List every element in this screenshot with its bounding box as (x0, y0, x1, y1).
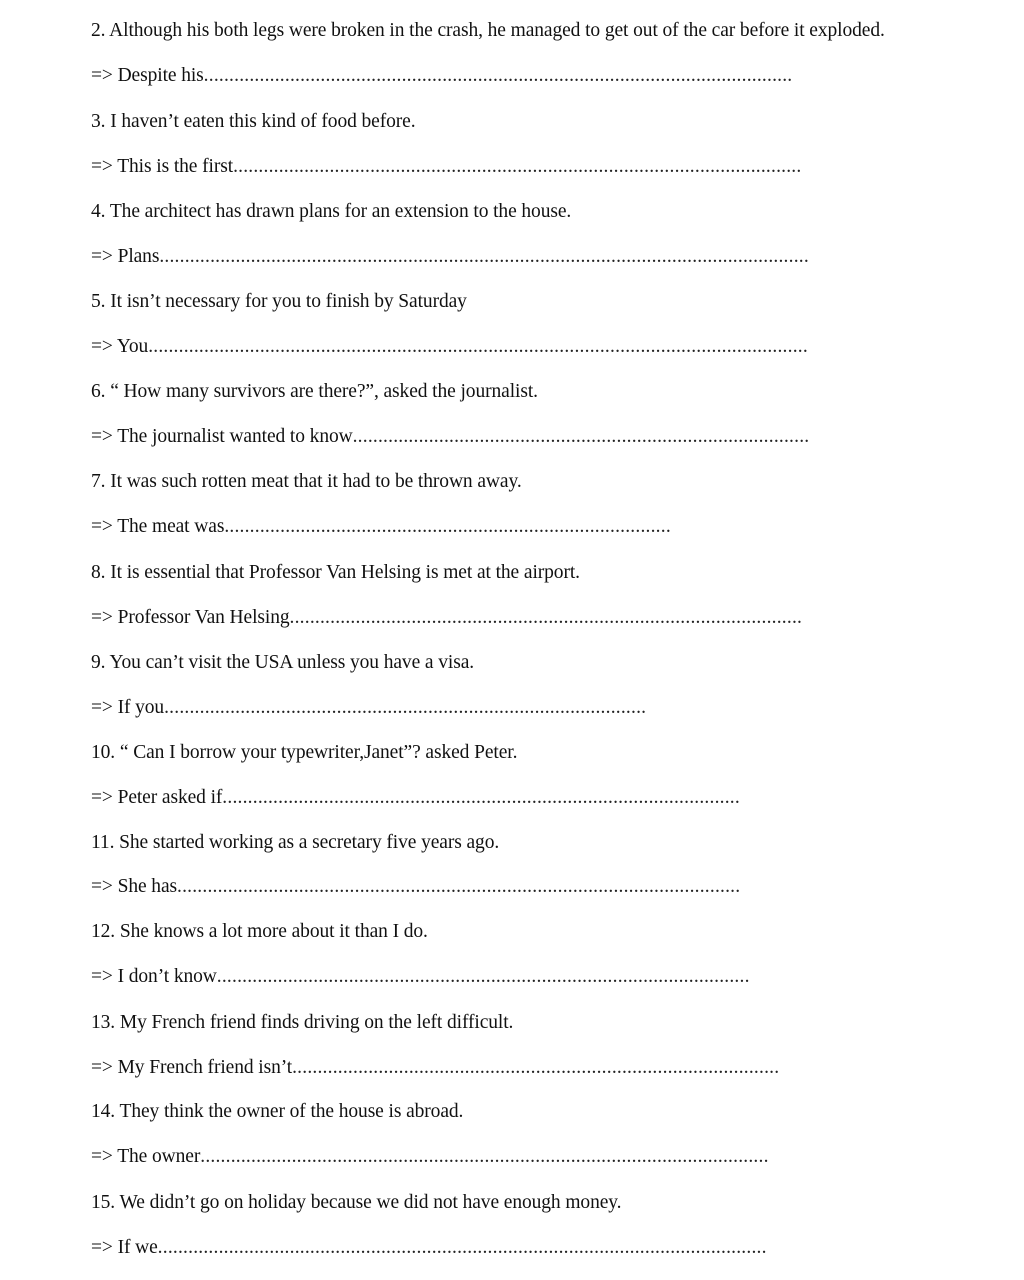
question-sentence: I haven’t eaten this kind of food before. (110, 111, 416, 132)
answer-line-7[interactable] (91, 515, 671, 539)
answer-prompt: => You (91, 336, 149, 357)
answer-blank[interactable]: ............................................................................................................... (177, 876, 741, 897)
question-sentence: “ How many survivors are there?”, asked the journalist. (110, 381, 538, 402)
answer-blank[interactable]: ............................................................................................... (164, 697, 647, 718)
question-8 (91, 561, 580, 585)
question-sentence: The architect has drawn plans for an extension to the house. (109, 201, 572, 222)
question-number: 4. (91, 201, 106, 222)
question-10 (91, 741, 517, 765)
answer-blank[interactable]: .......................................................................................... (352, 426, 810, 447)
question-number: 7. (91, 471, 106, 492)
question-11 (91, 831, 499, 855)
answer-prompt: => My French friend isn’t (91, 1057, 293, 1078)
answer-line-14[interactable] (91, 1145, 769, 1169)
question-number: 5. (91, 291, 106, 312)
question-number: 2. (91, 20, 106, 41)
answer-blank[interactable]: ......................................................................................................... (216, 966, 750, 987)
question-number: 15. (91, 1192, 116, 1213)
answer-prompt: => The owner (91, 1146, 201, 1167)
answer-line-11[interactable] (91, 875, 740, 899)
answer-prompt: => This is the first (91, 156, 234, 177)
answer-line-4[interactable] (91, 245, 809, 269)
question-number: 12. (91, 921, 116, 942)
question-sentence: Although his both legs were broken in the crash, he managed to get out of the car before it exploded. (109, 20, 885, 41)
answer-prompt: => The journalist wanted to know (91, 426, 353, 447)
question-15 (91, 1191, 621, 1215)
question-sentence: She knows a lot more about it than I do. (119, 921, 428, 942)
question-6 (91, 380, 538, 404)
answer-blank[interactable]: .................................................................................................................... (203, 65, 793, 86)
question-2 (91, 19, 885, 43)
answer-blank[interactable]: ........................................................................................................................ (157, 1237, 767, 1258)
answer-line-8[interactable] (91, 606, 802, 630)
question-number: 11. (91, 832, 115, 853)
question-13 (91, 1011, 513, 1035)
question-sentence: It isn’t necessary for you to finish by Saturday (110, 291, 467, 312)
answer-blank[interactable]: ..................................................................................................... (289, 607, 803, 628)
answer-line-3[interactable] (91, 155, 801, 179)
question-7 (91, 470, 522, 494)
answer-line-2[interactable] (91, 64, 792, 88)
question-sentence: You can’t visit the USA unless you have a visa. (109, 652, 475, 673)
answer-blank[interactable]: ...................................................................................................... (222, 787, 740, 808)
answer-prompt: => I don’t know (91, 966, 217, 987)
answer-line-15[interactable] (91, 1236, 767, 1260)
question-5 (91, 290, 467, 314)
question-sentence: She started working as a secretary five years ago. (119, 832, 500, 853)
answer-prompt: => If we (91, 1237, 158, 1258)
answer-line-5[interactable] (91, 335, 808, 359)
answer-blank[interactable]: .................................................................................................................................. (148, 336, 808, 357)
question-number: 10. (91, 742, 116, 763)
answer-blank[interactable]: ................................................................................................................................ (159, 246, 809, 267)
answer-prompt: => Professor Van Helsing (91, 607, 290, 628)
answer-blank[interactable]: ................................................................................................................ (200, 1146, 769, 1167)
question-9 (91, 651, 474, 675)
question-sentence: It is essential that Professor Van Helsing is met at the airport. (110, 562, 580, 583)
question-sentence: We didn’t go on holiday because we did not have enough money. (119, 1192, 622, 1213)
answer-line-10[interactable] (91, 786, 740, 810)
question-number: 14. (91, 1101, 116, 1122)
question-number: 8. (91, 562, 106, 583)
question-number: 3. (91, 111, 106, 132)
answer-blank[interactable]: ................................................................................................................ (233, 156, 802, 177)
question-14 (91, 1100, 463, 1124)
question-12 (91, 920, 428, 944)
question-sentence: It was such rotten meat that it had to be thrown away. (110, 471, 522, 492)
answer-blank[interactable]: ........................................................................................ (224, 516, 671, 537)
question-sentence: They think the owner of the house is abroad. (119, 1101, 464, 1122)
question-sentence: “ Can I borrow your typewriter,Janet”? asked Peter. (119, 742, 518, 763)
answer-prompt: => If you (91, 697, 165, 718)
question-3 (91, 110, 416, 134)
answer-prompt: => Plans (91, 246, 160, 267)
answer-line-13[interactable] (91, 1056, 779, 1080)
question-number: 9. (91, 652, 106, 673)
answer-prompt: => Peter asked if (91, 787, 223, 808)
answer-line-12[interactable] (91, 965, 750, 989)
answer-blank[interactable]: ................................................................................................ (292, 1057, 780, 1078)
answer-line-9[interactable] (91, 696, 646, 720)
question-sentence: My French friend finds driving on the left difficult. (119, 1012, 514, 1033)
answer-prompt: => The meat was (91, 516, 225, 537)
question-number: 6. (91, 381, 106, 402)
question-4 (91, 200, 571, 224)
answer-prompt: => She has (91, 876, 177, 897)
answer-line-6[interactable] (91, 425, 809, 449)
answer-prompt: => Despite his (91, 65, 204, 86)
question-number: 13. (91, 1012, 116, 1033)
